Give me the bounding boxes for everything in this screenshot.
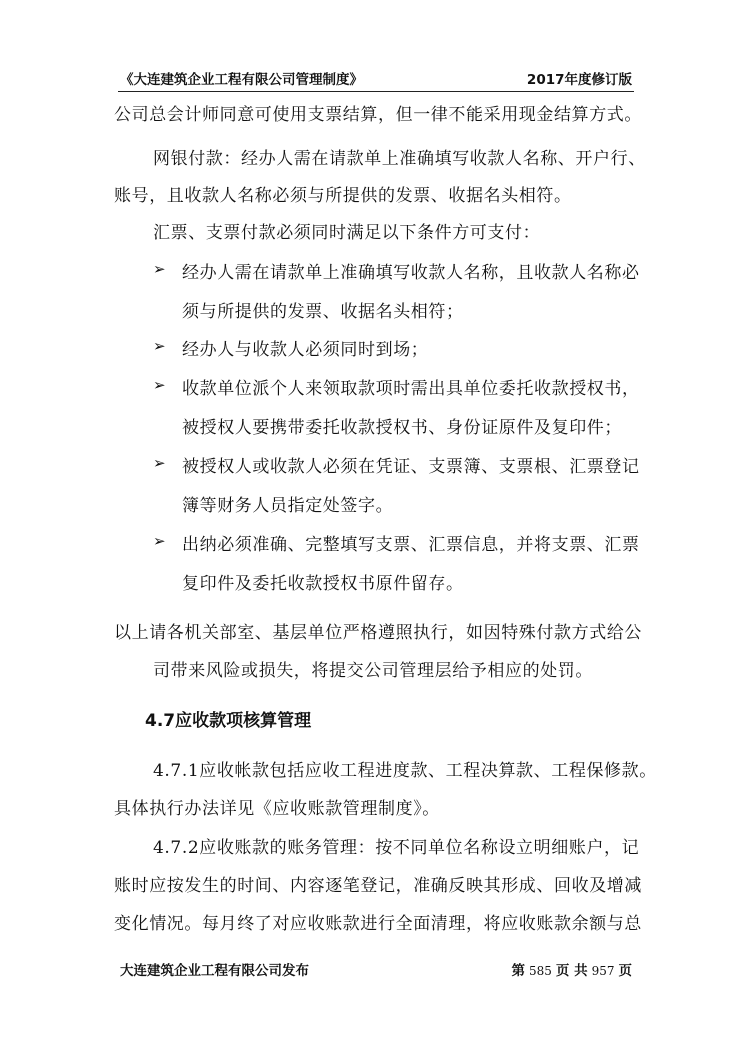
list-item-line: 须与所提供的发票、收据名头相符； bbox=[182, 302, 464, 322]
list-item-line: 出纳必须准确、完整填写支票、汇票信息，并将支票、汇票 bbox=[182, 535, 640, 555]
page-header bbox=[120, 66, 632, 88]
list-item-line: 经办人需在请款单上准确填写收款人名称，且收款人名称必 bbox=[182, 263, 640, 283]
list-item-line: 被授权人要携带委托收款授权书、身份证原件及复印件； bbox=[182, 418, 622, 438]
paragraph-line: 司带来风险或损失，将提交公司管理层给予相应的处罚。 bbox=[153, 661, 593, 681]
paragraph-line: 变化情况。每月终了对应收账款进行全面清理，将应收账款余额与总 bbox=[114, 914, 642, 934]
paragraph-line: 网银付款：经办人需在请款单上准确填写收款人名称、开户行、 bbox=[153, 149, 646, 169]
paragraph-line: 以上请各机关部室、基层单位严格遵照执行，如因特殊付款方式给公 bbox=[114, 623, 642, 643]
paragraph-line: 账号，且收款人名称必须与所提供的发票、收据名头相符。 bbox=[114, 186, 572, 206]
page-suffix: 页 bbox=[618, 963, 632, 979]
list-item-line: 复印件及委托收款授权书原件留存。 bbox=[182, 574, 464, 594]
footer-publisher: 大连建筑企业工程有限公司发布 bbox=[120, 963, 309, 979]
list-item-line: 被授权人或收款人必须在凭证、支票簿、支票根、汇票登记 bbox=[182, 457, 640, 477]
paragraph-line: 4.7.1应收帐款包括应收工程进度款、工程决算款、工程保修款。 bbox=[153, 761, 657, 781]
page-footer bbox=[120, 958, 632, 980]
page-indicator bbox=[511, 959, 632, 979]
page-number: 585 bbox=[528, 964, 552, 978]
bullet-arrow-icon: ➢ bbox=[153, 532, 166, 550]
page-total: 957 bbox=[591, 964, 615, 978]
paragraph-line: 账时应按发生的时间、内容逐笔登记，准确反映其形成、回收及增减 bbox=[114, 876, 642, 896]
paragraph-line: 汇票、支票付款必须同时满足以下条件方可支付： bbox=[153, 223, 541, 243]
list-item-line: 经办人与收款人必须同时到场； bbox=[182, 340, 429, 360]
header-document-title: 《大连建筑企业工程有限公司管理制度》 bbox=[120, 72, 363, 88]
list-item-line: 收款单位派个人来领取款项时需出具单位委托收款授权书， bbox=[182, 379, 640, 399]
section-heading: 4.7应收款项核算管理 bbox=[145, 711, 312, 731]
header-divider bbox=[118, 91, 634, 92]
list-item-line: 簿等财务人员指定处签字。 bbox=[182, 496, 394, 516]
page-mid: 页 共 bbox=[555, 963, 588, 979]
paragraph-line: 公司总会计师同意可使用支票结算，但一律不能采用现金结算方式。 bbox=[114, 105, 642, 125]
bullet-arrow-icon: ➢ bbox=[153, 260, 166, 278]
bullet-arrow-icon: ➢ bbox=[153, 454, 166, 472]
bullet-arrow-icon: ➢ bbox=[153, 337, 166, 355]
paragraph-line: 4.7.2应收账款的账务管理：按不同单位名称设立明细账户，记 bbox=[153, 838, 640, 858]
bullet-arrow-icon: ➢ bbox=[153, 376, 166, 394]
header-edition: 2017年度修订版 bbox=[526, 72, 632, 88]
paragraph-line: 具体执行办法详见《应收账款管理制度》。 bbox=[114, 799, 440, 819]
page-prefix: 第 bbox=[511, 963, 525, 979]
